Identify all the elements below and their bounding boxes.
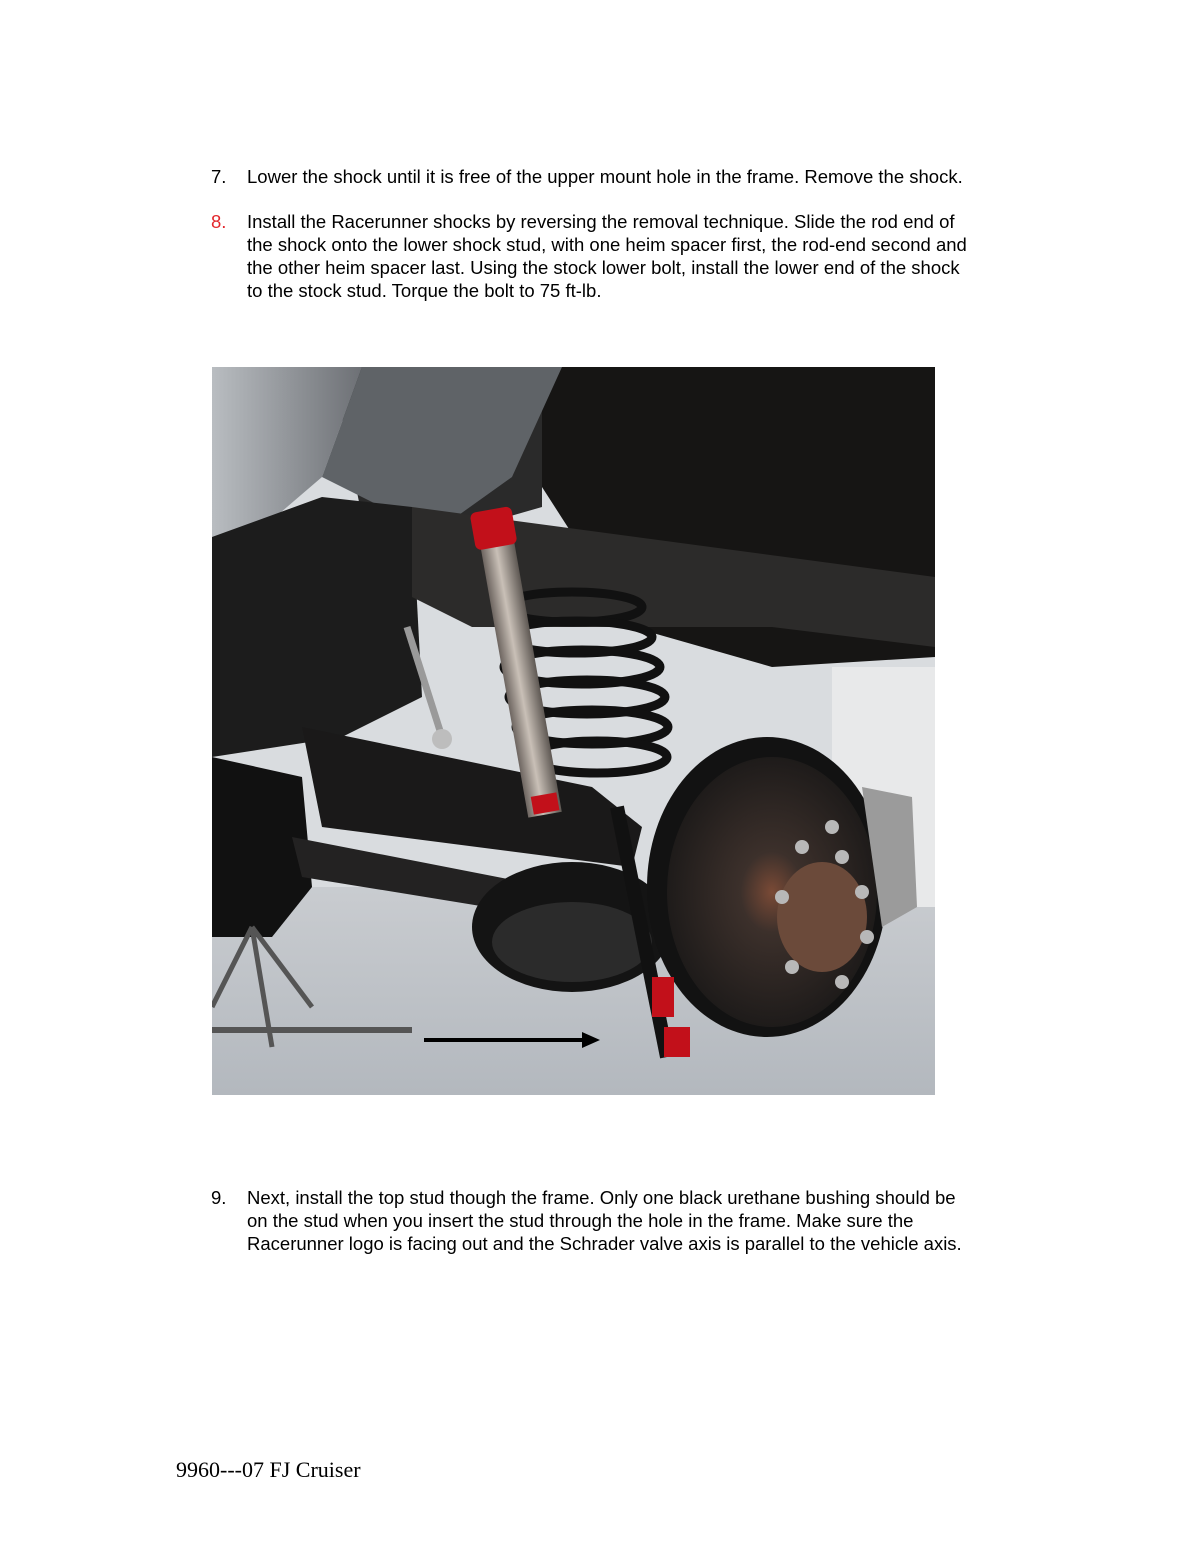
- step-number-highlighted: 8.: [211, 211, 227, 232]
- step-text: Install the Racerunner shocks by reversing the removal technique. Slide the rod end of the shock onto the lower shock stud, with one heim spacer first, the rod-end second and the other heim spacer last. Using the stock lower bolt, install the lower end of the shock to the stock stud. Torque the bolt to 75 ft-lb.: [247, 211, 967, 301]
- page-footer: 9960---07 FJ Cruiser: [176, 1457, 361, 1482]
- step-7: [211, 165, 1031, 188]
- step-8: [211, 210, 1031, 302]
- step-text: Next, install the top stud though the frame. Only one black urethane bushing should be on the stud when you insert the stud through the hole in the frame. Make sure the Racerunner logo is facing out and the Schrader valve axis is parallel to the vehicle axis.: [247, 1187, 962, 1254]
- step-9: [211, 1186, 1031, 1255]
- step-number: 7.: [211, 166, 227, 187]
- step-number: 9.: [211, 1187, 227, 1208]
- step-text: Lower the shock until it is free of the upper mount hole in the frame. Remove the shock.: [247, 166, 963, 187]
- shock-install-photo: [212, 367, 935, 1095]
